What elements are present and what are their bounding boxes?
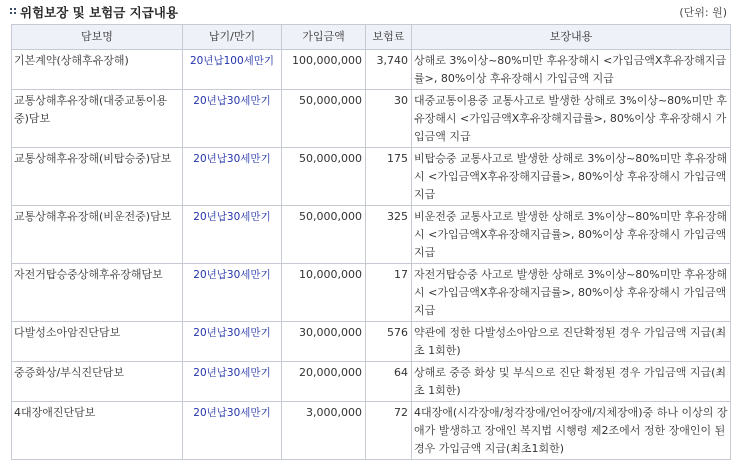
- premium-value: 576: [366, 322, 412, 362]
- coverage-amount: 50,000,000: [282, 148, 366, 206]
- coverage-name: 교통상해후유장해(비탑승중)담보: [12, 148, 183, 206]
- premium-value: 30: [366, 90, 412, 148]
- coverage-name: 교통상해후유장해(비운전중)담보: [12, 206, 183, 264]
- coverage-content: 약관에 정한 다발성소아암으로 진단확정된 경우 가입금액 지급(최초 1회한): [412, 322, 731, 362]
- coverage-amount: 100,000,000: [282, 50, 366, 90]
- coverage-content: 자전거탑승중 사고로 발생한 상해로 3%이상~80%미만 후유장해시 <가입금액X후유장해지급률>, 80%이상 후유장해시 가입금액 지급: [412, 264, 731, 322]
- column-header-period: 납기/만기: [183, 25, 282, 50]
- column-header-content: 보장내용: [412, 25, 731, 50]
- table-row: [12, 206, 731, 264]
- premium-value: 64: [366, 362, 412, 402]
- section-header: [0, 0, 739, 22]
- coverage-amount: 20,000,000: [282, 362, 366, 402]
- coverage-name: 다발성소아암진단담보: [12, 322, 183, 362]
- period-link[interactable]: 20년납30세만기: [193, 95, 271, 107]
- table-row: [12, 90, 731, 148]
- coverage-content: 대중교통이용중 교통사고로 발생한 상해로 3%이상~80%미만 후유장해시 <가입금액X후유장해지급률>, 80%이상 후유장해시 가입금액 지급: [412, 90, 731, 148]
- coverage-amount: 50,000,000: [282, 90, 366, 148]
- coverage-amount: 10,000,000: [282, 264, 366, 322]
- period-link[interactable]: 20년납30세만기: [193, 269, 271, 281]
- coverage-content: 상해로 중증 화상 및 부식으로 진단 확정된 경우 가입금액 지급(최초 1회한): [412, 362, 731, 402]
- section-title: 위험보장 및 보험금 지급내용: [20, 5, 178, 20]
- coverage-name: 기본계약(상해후유장해): [12, 50, 183, 90]
- column-header-premium: 보험료: [366, 25, 412, 50]
- coverage-name: 자전거탑승중상해후유장해담보: [12, 264, 183, 322]
- coverage-content: 비탑승중 교통사고로 발생한 상해로 3%이상~80%미만 후유장해시 <가입금액X후유장해지급률>, 80%이상 후유장해시 가입금액 지급: [412, 148, 731, 206]
- premium-value: 3,740: [366, 50, 412, 90]
- coverage-amount: 30,000,000: [282, 322, 366, 362]
- coverage-amount: 3,000,000: [282, 402, 366, 460]
- coverage-name: 중증화상/부식진단담보: [12, 362, 183, 402]
- table-row: [12, 322, 731, 362]
- coverage-content: 상해로 3%이상~80%미만 후유장해시 <가입금액X후유장해지급률>, 80%이상 후유장해시 가입금액 지급: [412, 50, 731, 90]
- table-row: [12, 50, 731, 90]
- unit-label: (단위: 원): [679, 6, 727, 19]
- bullet-icon: [10, 8, 16, 14]
- coverage-content: 4대장애(시각장애/청각장애/언어장애/지체장애)중 하나 이상의 장애가 발생하고 장애인 복지법 시행령 제2조에서 정한 장애인이 된 경우 가입금액 지급(최초1회한): [412, 402, 731, 460]
- premium-value: 175: [366, 148, 412, 206]
- coverage-content: 비운전중 교통사고로 발생한 상해로 3%이상~80%미만 후유장해시 <가입금액X후유장해지급률>, 80%이상 후유장해시 가입금액 지급: [412, 206, 731, 264]
- coverage-name: 4대장애진단담보: [12, 402, 183, 460]
- table-row: [12, 362, 731, 402]
- period-link[interactable]: 20년납100세만기: [189, 55, 275, 67]
- coverage-name: 교통상해후유장해(대중교통이용중)담보: [12, 90, 183, 148]
- table-header-row: [12, 25, 731, 50]
- table-row: [12, 402, 731, 460]
- period-link[interactable]: 20년납30세만기: [193, 407, 271, 419]
- period-link[interactable]: 20년납30세만기: [193, 211, 271, 223]
- premium-value: 325: [366, 206, 412, 264]
- premium-value: 72: [366, 402, 412, 460]
- coverage-table: [11, 24, 731, 460]
- table-row: [12, 264, 731, 322]
- premium-value: 17: [366, 264, 412, 322]
- column-header-amount: 가입금액: [282, 25, 366, 50]
- period-link[interactable]: 20년납30세만기: [193, 367, 271, 379]
- period-link[interactable]: 20년납30세만기: [193, 327, 271, 339]
- table-row: [12, 148, 731, 206]
- column-header-name: 담보명: [12, 25, 183, 50]
- coverage-amount: 50,000,000: [282, 206, 366, 264]
- period-link[interactable]: 20년납30세만기: [193, 153, 271, 165]
